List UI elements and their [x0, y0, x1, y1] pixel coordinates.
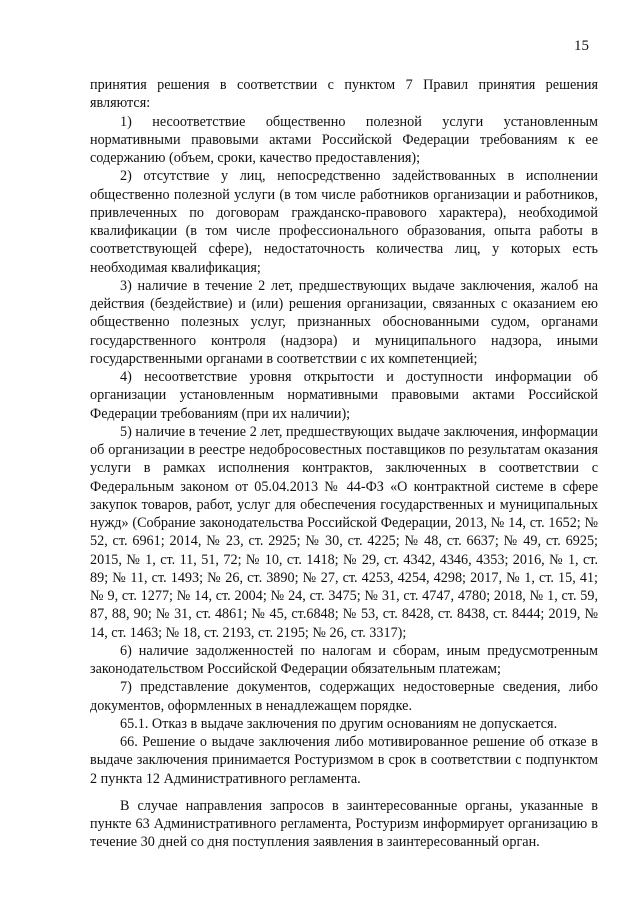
- paragraph-intro: принятия решения в соответствии с пунктом 7 Правил принятия решения являются:: [90, 77, 598, 112]
- document-body: [90, 76, 598, 852]
- list-item-7: 7) представление документов, содержащих недостоверные сведения, либо документов, оформленных в ненадлежащем порядке.: [90, 679, 598, 714]
- list-item-5: 5) наличие в течение 2 лет, предшествующих выдаче заключения, информации об организации в реестре недобросовестных поставщиков по результатам оказания услуги в рамках исполнения контрактов, заключенных в соответствии с Федеральным законом от 05.04.2013 № 44-ФЗ «О контрактной системе в сфере закупок товаров, работ, услуг для обеспечения государственных и муниципальных нужд» (Собрание законодательства Российской Федерации, 2013, № 14, ст. 1652; № 52, ст. 6961; 2014, № 23, ст. 2925; № 30, ст. 4225; № 48, ст. 6637; № 49, ст. 6925; 2015, № 1, ст. 11, 51, 72; № 10, ст. 1418; № 29, ст. 4342, 4346, 4353; 2016, № 1, ст. 89; № 11, ст. 1493; № 26, ст. 3890; № 27, ст. 4253, 4254, 4298; 2017, № 1, ст. 15, 41; № 9, ст. 1277; № 14, ст. 2004; № 24, ст. 3475; № 31, ст. 4747, 4780; 2018, № 1, ст. 59, 87, 88, 90; № 31, ст. 4861; № 45, ст.6848; № 53, ст. 8428, ст. 8438, ст. 8444; 2019, № 14, ст. 1463; № 18, ст. 2193, ст. 2195; № 26, ст. 3317);: [90, 423, 598, 641]
- paragraph-65-1: 65.1. Отказ в выдаче заключения по другим основаниям не допускается.: [120, 715, 558, 732]
- page-number: 15: [574, 38, 589, 54]
- list-item-4: 4) несоответствие уровня открытости и доступности информации об организации установленным нормативными правовыми актами Российской Федерации требованиям (при их наличии);: [90, 369, 598, 422]
- list-item-3: 3) наличие в течение 2 лет, предшествующих выдаче заключения, жалоб на действия (бездействие) и (или) решения организации, связанных с оказанием ею общественно полезных услуг, признанных обоснованными судом, органами государственного контроля (надзора) и муниципального надзора, иными государственными органами в соответствии с их компетенцией;: [90, 277, 598, 367]
- list-item-2: 2) отсутствие у лиц, непосредственно задействованных в исполнении общественно полезной услуги (в том числе работников организации и работников, привлеченных по договорам гражданско-правового характера), необходимой квалификации (в том числе профессионального образования, опыта работы в соответствующей сфере), недостаточность количества лиц, у которых есть необходимая квалификация;: [90, 168, 598, 276]
- paragraph-66: 66. Решение о выдаче заключения либо мотивированное решение об отказе в выдаче заключения принимается Ростуризмом в срок в соответствии с подпунктом 2 пункта 12 Административного регламента.: [90, 734, 598, 787]
- list-item-1: 1) несоответствие общественно полезной услуги установленным нормативными правовыми актами Российской Федерации требованиям к ее содержанию (объем, сроки, качество предоставления);: [90, 113, 598, 166]
- list-item-6: 6) наличие задолженностей по налогам и сборам, иным предусмотренным законодательством Российской Федерации обязательным платежам;: [90, 642, 598, 677]
- paragraph-requests: В случае направления запросов в заинтересованные органы, указанные в пункте 63 Административного регламента, Ростуризм информирует организацию в течение 30 дней со дня поступления заявления в заинтересованный орган.: [90, 797, 598, 851]
